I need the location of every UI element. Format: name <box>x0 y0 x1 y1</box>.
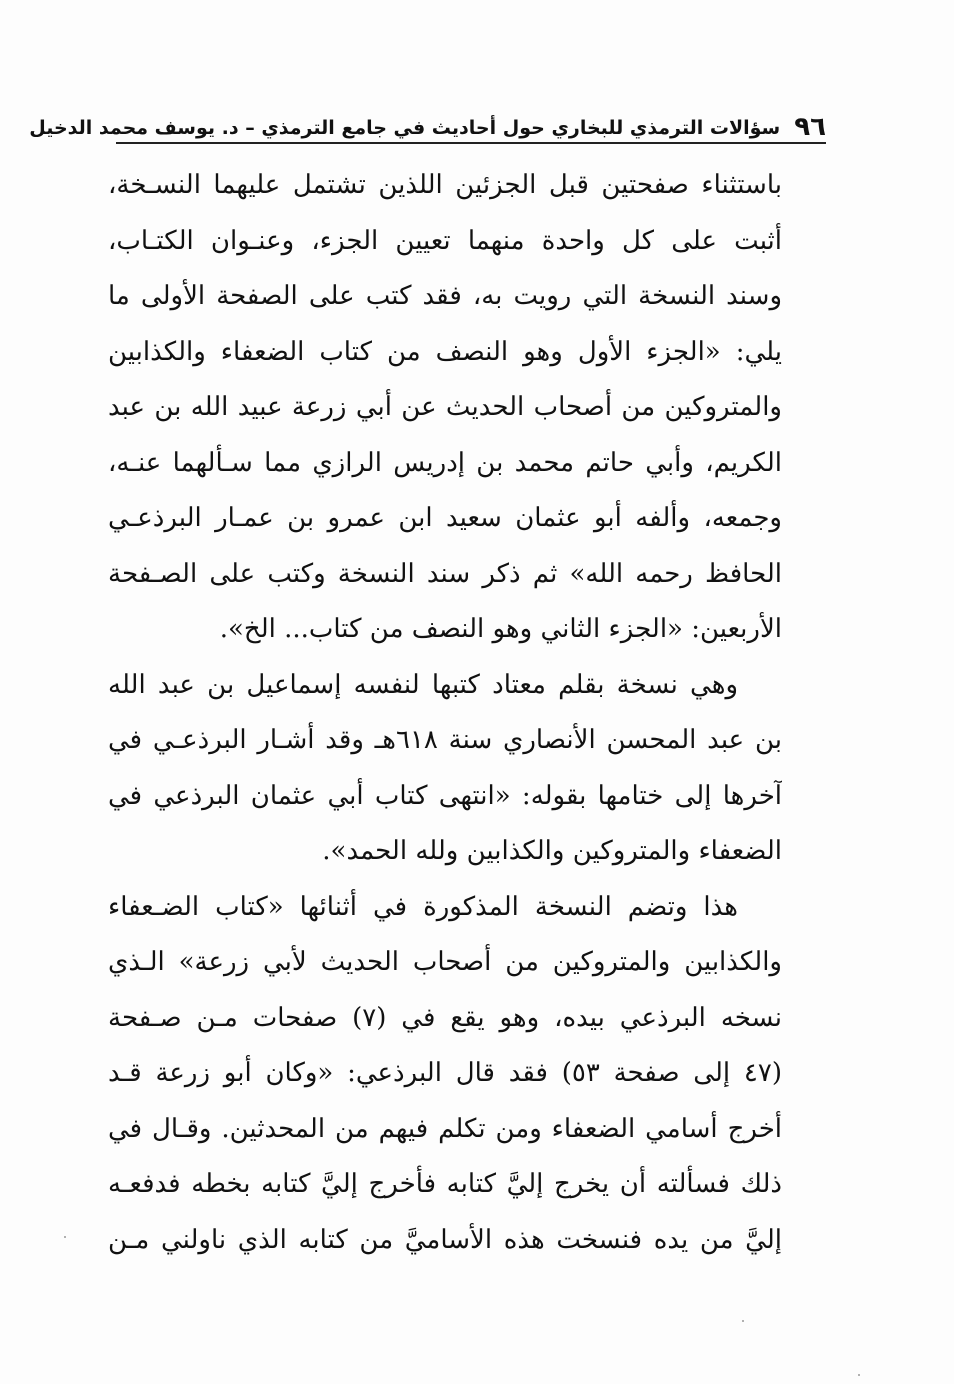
text-line: ذلك فسألته أن يخرج إليَّ كتابه فأخرج إليَّ كتابه بخطه فدفعـه <box>108 1169 782 1199</box>
body-text <box>108 158 782 1268</box>
text-line: وجمعه، وألفه أبو عثمان سعيد ابن عمرو بن عمـار البرذعـي <box>108 503 782 533</box>
running-title: سؤالات الترمذي للبخاري حول أحاديث في جامع الترمذي – د. يوسف محمد الدخيل <box>29 117 781 139</box>
text-line: وسند النسخة التي رويت به، فقد كتب على الصفحة الأولى ما <box>108 281 782 311</box>
text-line: يلي: «الجزء الأول وهو النصف من كتاب الضعفاء والكذابين <box>108 336 782 367</box>
text-line: والكذابين والمتروكين من أصحاب الحديث لأبي زرعة» الـذي <box>108 947 782 977</box>
text-line: إليَّ من يده فنسخت هذه الأساميَّ من كتابه الذي ناولني مـن <box>108 1224 782 1255</box>
text-line: (٤٧ إلى صفحة ٥٣) فقد قال البرذعي: «وكان أبو زرعة قـد <box>108 1058 782 1088</box>
scan-speck <box>742 1320 744 1322</box>
text-line: باستثناء صفحتين قبل الجزئين اللذين تشتمل عليهما النسـخة، <box>108 170 782 200</box>
text-line: وهي نسخة بقلم معتاد كتبها لنفسه إسماعيل بن عبد الله <box>108 669 738 700</box>
text-line: الكريم، وأبي حاتم محمد بن إدريس الرازي مما سـألهما عنـه، <box>108 447 782 478</box>
text-line: الضعفاء والمتروكين والكذابين ولله الحمد». <box>322 836 782 866</box>
text-line: أثبت على كل واحدة منهما تعيين الجزء، وعنـوان الكتـاب، <box>108 225 782 256</box>
scan-speck <box>64 1236 66 1238</box>
page-header <box>29 108 826 144</box>
text-line: آخرها إلى ختامها بقوله: «انتهى كتاب أبي عثمان البرذعي في <box>108 780 782 811</box>
text-line: الأربعين: «الجزء الثاني وهو النصف من كتاب... الخ». <box>219 614 782 644</box>
text-line: نسخه البرذعي بيده، وهو يقع في (٧) صفحات مـن صـفحة <box>108 1002 782 1033</box>
text-line: والمتروكين من أصحاب الحديث عن أبي زرعة عبيد الله بن عبد <box>108 392 782 422</box>
text-line: بن عبد المحسن الأنصاري سنة ٦١٨هـ وقد أشـار البرذعـي في <box>108 725 782 755</box>
text-line: أخرج أسامي الضعفاء ومن تكلم فيهم من المحدثين. وقـال في <box>108 1113 782 1144</box>
scan-speck <box>858 1374 860 1376</box>
page-number: ٩٦ <box>794 112 826 142</box>
text-line: الحافظ رحمه الله» ثم ذكر سند النسخة وكتب على الصـفحة <box>108 558 782 589</box>
text-line: هذا وتضم النسخة المذكورة في أثنائها «كتاب الضـعفاء <box>108 891 738 922</box>
